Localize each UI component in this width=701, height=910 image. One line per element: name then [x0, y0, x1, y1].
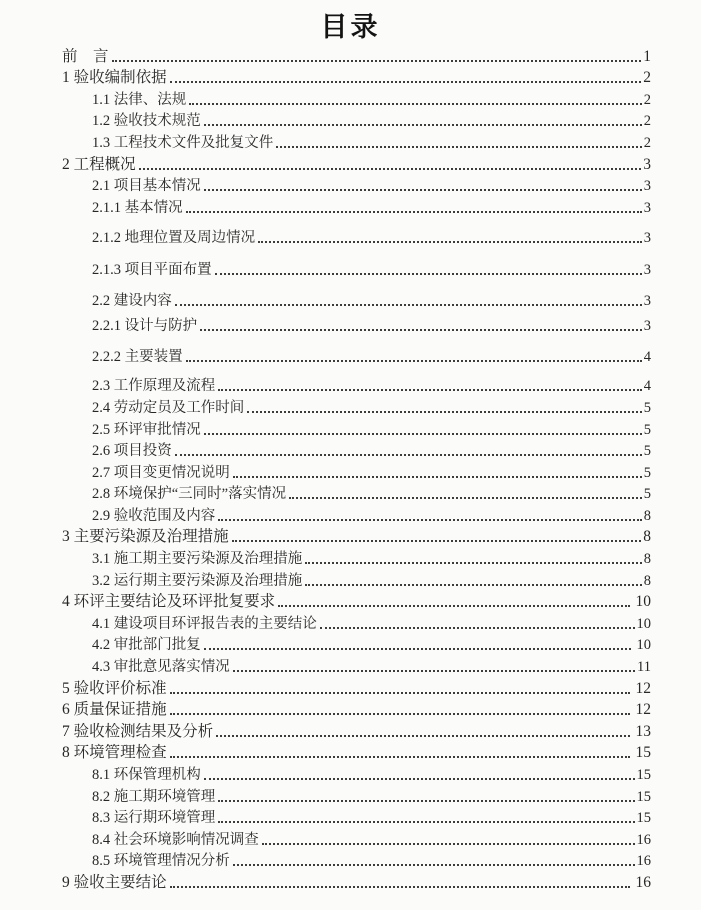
dotted-leader: [233, 864, 635, 866]
toc-entry: [62, 698, 651, 720]
toc-entry-page: 3: [643, 178, 651, 195]
toc-entry-page: 15: [636, 767, 651, 783]
toc-entry-page: 1: [643, 47, 651, 65]
toc-entry-label: 8.1 环保管理机构: [92, 767, 201, 783]
toc-entry: [62, 460, 651, 482]
toc-entry-label: 2.2 建设内容: [92, 292, 172, 309]
dotted-leader: [247, 411, 642, 413]
toc-entry-page: 5: [643, 464, 651, 481]
toc-entry: [62, 654, 651, 676]
toc-entry-page: 4: [643, 378, 651, 395]
dotted-leader: [112, 60, 642, 62]
toc-entry: [62, 226, 651, 248]
toc-entry: [62, 633, 651, 655]
toc-entry: [62, 849, 651, 871]
dotted-leader: [218, 821, 634, 823]
dotted-leader: [262, 843, 635, 845]
toc-entry: [62, 827, 651, 849]
dotted-leader: [170, 886, 630, 888]
dotted-leader: [204, 433, 642, 435]
dotted-leader: [200, 329, 642, 331]
toc-entry-page: 8: [643, 528, 651, 546]
toc-entry: [62, 784, 651, 806]
toc-entry-page: 10: [636, 615, 651, 632]
toc-entry-label: 2.2.1 设计与防护: [92, 318, 198, 335]
dotted-leader: [175, 454, 642, 456]
toc-entry-label: 8.3 运行期环境管理: [92, 810, 216, 827]
toc-entry-label: 1 验收编制依据: [62, 69, 167, 87]
dotted-leader: [139, 168, 642, 170]
dotted-leader: [216, 735, 629, 737]
dotted-leader: [218, 389, 642, 391]
toc-entry-page: 10: [631, 593, 651, 611]
toc-entry-label: 2.8 环境保护“三同时”落实情况: [92, 486, 287, 503]
toc-entry-label: 3.2 运行期主要污染源及治理措施: [92, 572, 303, 589]
toc-entry-page: 12: [631, 679, 651, 697]
toc-entry-label: 2.1 项目基本情况: [92, 178, 201, 195]
toc-entry-label: 2.1.2 地理位置及周边情况: [92, 230, 256, 247]
toc-entry-label: 8.4 社会环境影响情况调查: [92, 831, 259, 848]
toc-entry: [62, 344, 651, 366]
toc-entry-page: 16: [636, 853, 651, 870]
toc-entry-page: 8: [643, 572, 651, 589]
toc-entry-label: 1.2 验收技术规范: [92, 113, 201, 130]
toc-entry: [62, 482, 651, 504]
toc-entry-page: 2: [643, 91, 651, 108]
toc-entry-label: 4 环评主要结论及环评批复要求: [62, 593, 276, 611]
dotted-leader: [204, 124, 642, 126]
toc-entry-label: 1.3 工程技术文件及批复文件: [92, 134, 274, 151]
toc-entry-page: 2: [643, 134, 651, 151]
toc-entry-page: 12: [631, 701, 651, 719]
toc-entry: [62, 130, 651, 152]
toc-entry-label: 1.1 法律、法规: [92, 91, 187, 108]
toc-entry: [62, 719, 651, 741]
dotted-leader: [278, 605, 629, 607]
dotted-leader: [204, 189, 642, 191]
toc-entry-page: 3: [643, 230, 651, 247]
dotted-leader: [289, 497, 642, 499]
toc-entry-label: 9 验收主要结论: [62, 873, 167, 891]
toc-entry-label: 2.6 项目投资: [92, 443, 172, 460]
toc-entry: [62, 676, 651, 698]
dotted-leader: [258, 241, 642, 243]
toc-entry: [62, 741, 651, 763]
toc-entry-label: 2.9 验收范围及内容: [92, 507, 216, 524]
toc-entry-page: 3: [643, 155, 651, 173]
toc-entry-page: 2: [643, 69, 651, 87]
dotted-leader: [170, 692, 630, 694]
dotted-leader: [204, 648, 631, 650]
toc-entry-page: 13: [631, 722, 651, 740]
toc-entry: [62, 44, 651, 66]
toc-entry: [62, 87, 651, 109]
dotted-leader: [189, 103, 642, 105]
toc-entry: [62, 762, 651, 784]
toc-entry: [62, 568, 651, 590]
toc-entry-page: 5: [643, 443, 651, 460]
toc-entry: [62, 174, 651, 196]
toc-entry-label: 2.4 劳动定员及工作时间: [92, 399, 245, 416]
toc-entry-page: 8: [643, 507, 651, 524]
toc-entry: [62, 590, 651, 612]
toc-entry: [62, 870, 651, 892]
toc-entry-label: 8.2 施工期环境管理: [92, 788, 216, 805]
toc-entry-page: 3: [643, 261, 651, 278]
toc-entry-page: 5: [643, 486, 651, 503]
dotted-leader: [218, 519, 642, 521]
toc-entry-page: 3: [643, 292, 651, 309]
toc-entry-label: 4.2 审批部门批复: [92, 637, 201, 654]
dotted-leader: [320, 627, 635, 629]
toc-entry: [62, 152, 651, 174]
toc-entry: [62, 546, 651, 568]
toc-entry: [62, 195, 651, 217]
toc-entry-label: 2.5 环评审批情况: [92, 421, 201, 438]
toc-entry-page: 5: [643, 421, 651, 438]
toc-entry-page: 5: [643, 399, 651, 416]
toc-entry-label: 6 质量保证措施: [62, 701, 167, 719]
toc-entry: [62, 503, 651, 525]
dotted-leader: [204, 778, 635, 780]
toc-entry-page: 3: [643, 199, 651, 216]
toc-entry-label: 3.1 施工期主要污染源及治理措施: [92, 551, 303, 568]
toc-entry-label: 2.7 项目变更情况说明: [92, 464, 230, 481]
dotted-leader: [170, 713, 630, 715]
toc-title: 目录: [320, 12, 381, 42]
dotted-leader: [232, 540, 642, 542]
toc-entry: [62, 257, 651, 279]
toc-entry: [62, 66, 651, 88]
toc-entry-page: 16: [636, 831, 651, 848]
dotted-leader: [233, 476, 642, 478]
toc-entry-label: 2 工程概况: [62, 155, 136, 173]
dotted-leader: [305, 562, 642, 564]
toc-entry: [62, 806, 651, 828]
toc-list: [62, 44, 651, 892]
toc-entry-page: 3: [643, 318, 651, 335]
toc-entry-label: 2.3 工作原理及流程: [92, 378, 216, 395]
toc-entry-label: 8 环境管理检查: [62, 744, 167, 762]
toc-entry-label: 2.2.2 主要装置: [92, 348, 183, 365]
toc-entry-page: 11: [637, 659, 651, 676]
toc-entry: [62, 374, 651, 396]
toc-entry-label: 8.5 环境管理情况分析: [92, 853, 230, 870]
dotted-leader: [276, 146, 642, 148]
toc-entry: [62, 395, 651, 417]
toc-entry: [62, 314, 651, 336]
toc-entry-page: 10: [632, 637, 651, 654]
dotted-leader: [218, 800, 634, 802]
dotted-leader: [186, 360, 642, 362]
dotted-leader: [305, 584, 642, 586]
dotted-leader: [233, 670, 635, 672]
toc-entry-label: 前 言: [62, 47, 109, 65]
toc-entry-label: 7 验收检测结果及分析: [62, 722, 214, 740]
dotted-leader: [175, 304, 642, 306]
toc-entry: [62, 417, 651, 439]
toc-entry-page: 8: [643, 551, 651, 568]
toc-entry-page: 15: [636, 788, 651, 805]
toc-entry-page: 2: [643, 113, 651, 130]
toc-entry: [62, 439, 651, 461]
toc-entry-label: 3 主要污染源及治理措施: [62, 528, 229, 546]
toc-entry-label: 2.1.1 基本情况: [92, 199, 183, 216]
toc-entry: [62, 288, 651, 310]
toc-entry-label: 4.3 审批意见落实情况: [92, 659, 230, 676]
toc-entry-page: 15: [636, 810, 651, 827]
toc-entry-label: 2.1.3 项目平面布置: [92, 261, 212, 278]
toc-entry-page: 4: [643, 348, 651, 365]
toc-entry-page: 15: [631, 744, 651, 762]
dotted-leader: [170, 81, 642, 83]
toc-entry: [62, 611, 651, 633]
toc-entry-label: 5 验收评价标准: [62, 679, 167, 697]
toc-entry: [62, 109, 651, 131]
dotted-leader: [186, 211, 642, 213]
toc-entry-page: 16: [631, 873, 651, 891]
dotted-leader: [170, 756, 630, 758]
toc-entry-label: 4.1 建设项目环评报告表的主要结论: [92, 615, 317, 632]
toc-entry: [62, 525, 651, 547]
dotted-leader: [215, 273, 642, 275]
